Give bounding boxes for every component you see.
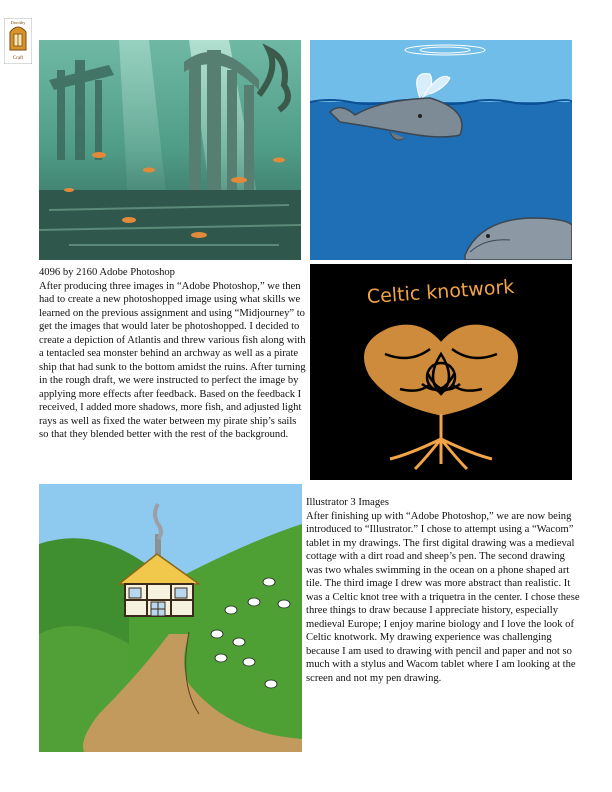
- logo-bottom-text: Craft: [12, 56, 24, 61]
- atlantis-image: [39, 40, 301, 260]
- illustrator-heading: Illustrator 3 Images: [306, 497, 389, 508]
- celtic-caption: Celtic knotwork: [366, 275, 515, 309]
- photoshop-body: After producing three images in “Adobe Photoshop,” we then had to create a new photoshopped image using what skills we learned on the previous assignment and using “Midjourney” to get the images that would later be photoshopped. I decided to create a depiction of Atlantis and threw various fish along with a tentacled sea monster behind an archway as well as a pirate ship that had sunk to the bottom amidst the ruins. After turning in the rough draft, we were instructed to perfect the image by applying more effects after feedback. Based on the feedback I received, I added more shadows, more fish, and adjusted light rays as well as fixed the water between my pirate ship’s sails so that they blended better with the rest of the background.: [39, 280, 306, 440]
- cottage-image: [39, 484, 302, 752]
- photoshop-heading: 4096 by 2160 Adobe Photoshop: [39, 267, 175, 278]
- celtic-tree-image: [310, 264, 572, 480]
- logo: [4, 18, 32, 64]
- whales-image: [310, 40, 572, 260]
- illustrator-body: After finishing up with “Adobe Photoshop,” we are now being introduced to “Illustrator.” I chose to attempt using a “Wacom” tablet in my drawings. The first digital drawing was a medieval cottage with a dirt road and sheep’s pen. The second drawing was two whales swimming in the ocean on a phone shaped art tile. The third image I drew was more abstract than realistic. It was a Celtic knot tree with a triquetra in the center. I chose these three things to draw because I appreciate history, especially medieval Europe; I enjoy marine biology and I love the look of Celtic knotwork. My drawing experience was challenging because I am used to drawing with pencil and paper and not so much with a stylus and Wacom tablet where I am looking at the screen and not my pen drawing.: [306, 510, 580, 684]
- illustrator-text-block: [306, 496, 580, 685]
- logo-top-text: Dorothy: [10, 20, 26, 25]
- photoshop-text-block: [39, 266, 307, 442]
